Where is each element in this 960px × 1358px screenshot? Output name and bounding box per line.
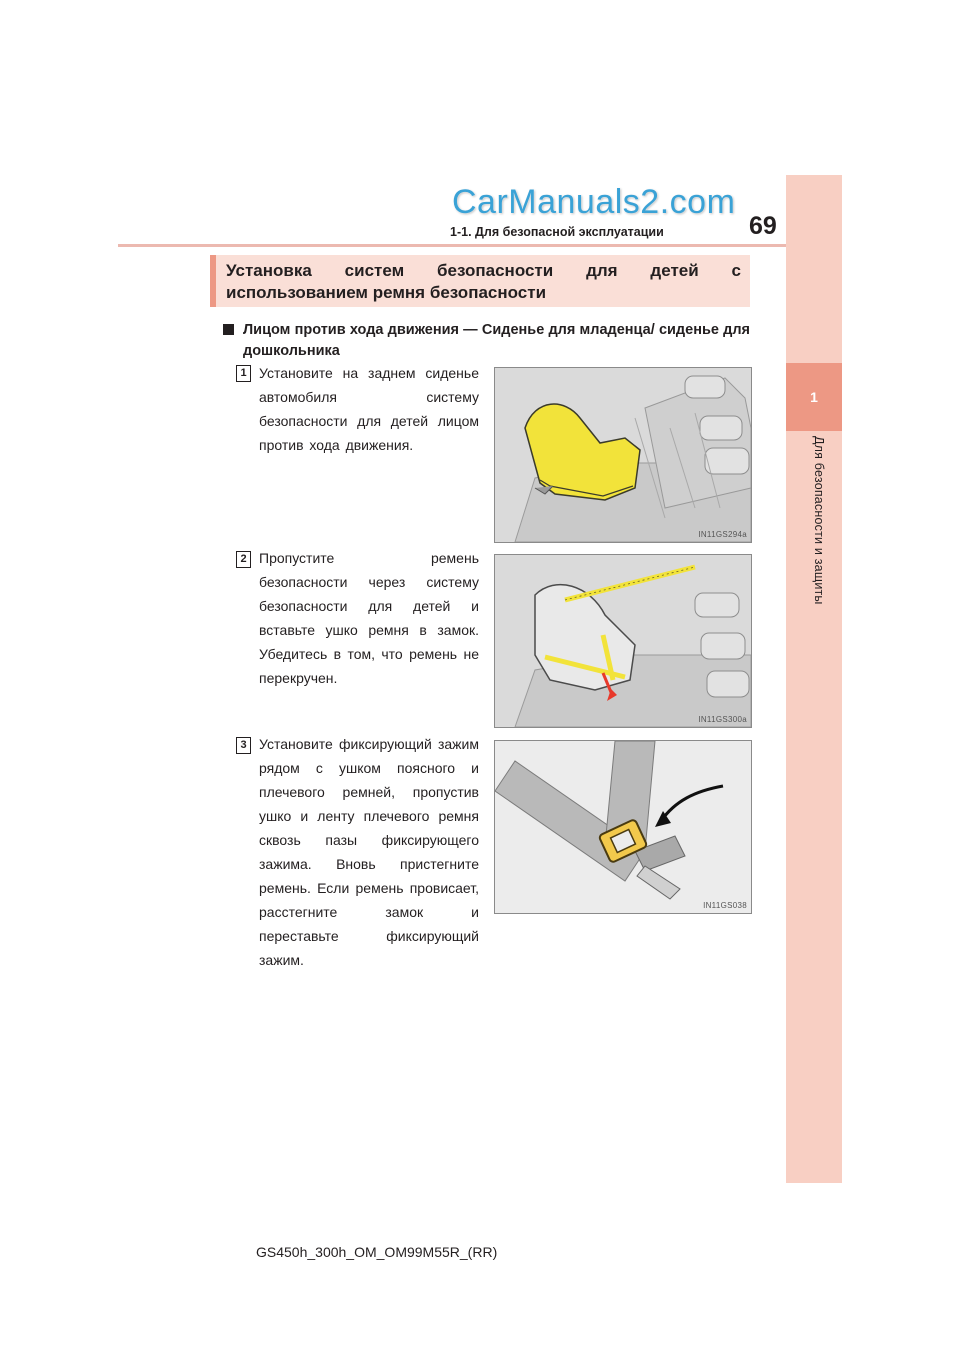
chapter-side-tab xyxy=(786,175,842,1183)
figure-code: IN11GS300a xyxy=(698,715,747,724)
figure-child-seat-placement xyxy=(494,367,752,543)
square-bullet-icon xyxy=(223,324,234,335)
heading-accent-bar xyxy=(210,255,216,307)
section-heading xyxy=(210,255,750,307)
header-divider xyxy=(118,244,786,247)
step-2-number: 2 xyxy=(236,551,251,568)
chapter-title: Для безопасности и защиты xyxy=(812,436,826,605)
figure-code: IN11GS294a xyxy=(698,530,747,539)
page-number: 69 xyxy=(749,212,777,240)
figure-code: IN11GS038 xyxy=(703,901,747,910)
section-reference: 1-1. Для безопасной эксплуатации xyxy=(450,225,664,239)
subheading xyxy=(223,320,750,362)
step-3-number: 3 xyxy=(236,737,251,754)
child-seat-on-rear-seat-illustration xyxy=(495,368,751,542)
footer-document-code: GS450h_300h_OM_OM99M55R_(RR) xyxy=(256,1244,498,1260)
seat-belt-through-child-seat-illustration xyxy=(495,555,751,727)
step-3-text: Установите фиксирующий зажим рядом с ушком поясного и плечевого ремней, пропустив ушко и ленту плечевого ремня сквозь пазы фиксирующего зажима. Вновь пристегните ремень. Если ремень провисает, расстегните замок и переставьте фиксирующий зажим. xyxy=(259,736,479,968)
watermark: CarManuals2.com xyxy=(452,183,736,221)
figure-belt-routing xyxy=(494,554,752,728)
figure-locking-clip xyxy=(494,740,752,914)
chapter-number-tab[interactable]: 1 xyxy=(786,363,842,431)
step-2-text: Пропустите ремень безопасности через систему безопасности для детей и вставьте ушко ремня в замок. Убедитесь в том, что ремень не перекручен. xyxy=(259,550,479,686)
step-1-number: 1 xyxy=(236,365,251,382)
step-1-text: Установите на заднем сиденье автомобиля систему безопасности для детей лицом против хода движения. xyxy=(259,365,479,453)
subheading-text: Лицом против хода движения — Сиденье для младенца/ сиденье для дошкольника xyxy=(243,322,750,359)
section-heading-text: Установка систем безопасности для детей с использованием ремня безопасности xyxy=(226,261,741,302)
locking-clip-illustration xyxy=(495,741,751,913)
